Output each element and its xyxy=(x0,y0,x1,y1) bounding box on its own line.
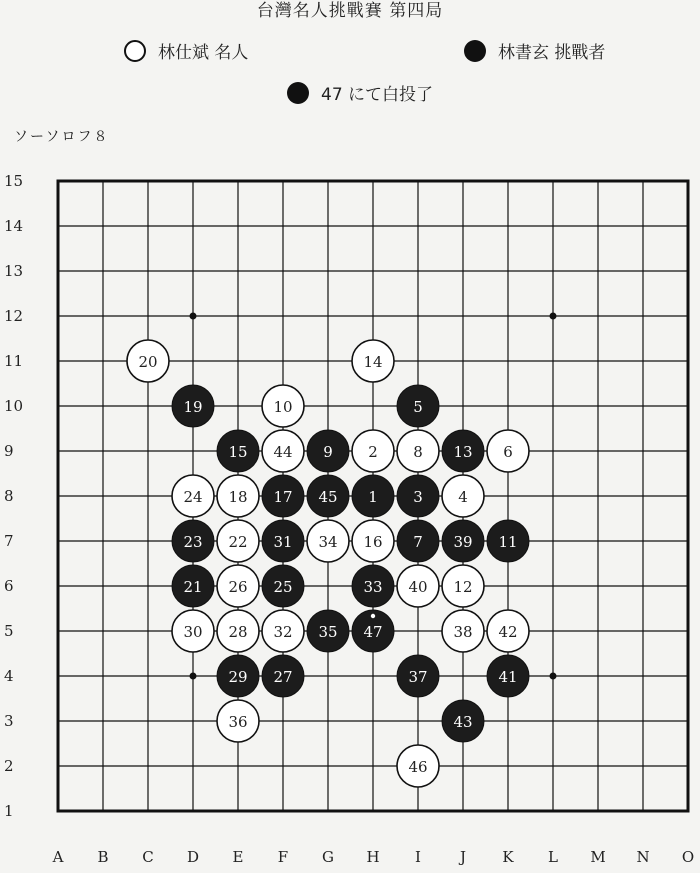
move-number: 15 xyxy=(228,443,248,461)
row-label: 4 xyxy=(4,667,14,685)
move-number: 20 xyxy=(138,353,158,371)
move-number: 47 xyxy=(363,623,383,641)
move-number: 17 xyxy=(273,488,293,506)
move-number: 9 xyxy=(323,443,333,461)
move-number: 5 xyxy=(413,398,423,416)
column-label: M xyxy=(590,848,606,866)
row-label: 8 xyxy=(4,487,14,505)
move-number: 7 xyxy=(413,533,423,551)
move-number: 18 xyxy=(228,488,248,506)
move-number: 44 xyxy=(273,443,293,461)
column-label: O xyxy=(681,848,695,866)
move-number: 35 xyxy=(318,623,338,641)
row-label: 13 xyxy=(4,262,24,280)
row-label: 9 xyxy=(4,442,14,460)
move-number: 45 xyxy=(318,488,338,506)
move-number: 41 xyxy=(498,668,518,686)
move-number: 4 xyxy=(458,488,468,506)
move-number: 28 xyxy=(228,623,248,641)
last-move-marker xyxy=(371,614,375,618)
star-point xyxy=(190,313,197,320)
move-number: 23 xyxy=(183,533,203,551)
move-number: 2 xyxy=(368,443,378,461)
move-number: 25 xyxy=(273,578,293,596)
column-label: G xyxy=(322,848,334,866)
column-label: E xyxy=(232,848,244,866)
move-number: 34 xyxy=(318,533,338,551)
column-label: L xyxy=(548,848,558,866)
move-number: 11 xyxy=(498,533,518,551)
move-number: 31 xyxy=(273,533,293,551)
move-number: 39 xyxy=(453,533,473,551)
column-label: K xyxy=(502,848,514,866)
move-number: 16 xyxy=(363,533,383,551)
row-label: 1 xyxy=(4,802,14,820)
star-point xyxy=(550,313,557,320)
move-number: 3 xyxy=(413,488,423,506)
move-number: 26 xyxy=(228,578,248,596)
column-label: B xyxy=(97,848,109,866)
row-label: 3 xyxy=(4,712,14,730)
board-coordinates xyxy=(4,172,694,866)
move-number: 1 xyxy=(368,488,378,506)
column-label: N xyxy=(636,848,650,866)
move-number: 12 xyxy=(453,578,473,596)
move-number: 13 xyxy=(453,443,473,461)
move-number: 43 xyxy=(453,713,473,731)
move-number: 42 xyxy=(498,623,518,641)
move-number: 14 xyxy=(363,353,383,371)
row-label: 12 xyxy=(4,307,24,325)
row-label: 6 xyxy=(4,577,14,595)
page-title: 台灣名人挑戰賽 第四局 xyxy=(256,1,444,21)
star-point xyxy=(550,673,557,680)
column-label: D xyxy=(186,848,200,866)
move-number: 10 xyxy=(273,398,293,416)
row-label: 11 xyxy=(4,352,24,370)
row-label: 5 xyxy=(4,622,14,640)
row-label: 7 xyxy=(4,532,14,550)
column-label: C xyxy=(142,848,154,866)
star-point xyxy=(190,673,197,680)
move-number: 21 xyxy=(183,578,203,596)
move-number: 36 xyxy=(228,713,248,731)
black-player-name: 林書玄 挑戰者 xyxy=(498,43,606,63)
white-player-name: 林仕斌 名人 xyxy=(158,43,249,63)
move-number: 8 xyxy=(413,443,423,461)
column-label: J xyxy=(459,848,467,866)
column-label: F xyxy=(277,848,289,866)
row-label: 10 xyxy=(4,397,24,415)
move-number: 29 xyxy=(228,668,248,686)
move-number: 32 xyxy=(273,623,293,641)
row-label: 14 xyxy=(4,217,24,235)
column-label: H xyxy=(366,848,380,866)
move-number: 40 xyxy=(408,578,428,596)
column-label: I xyxy=(415,848,421,866)
column-label: A xyxy=(52,848,64,866)
move-number: 46 xyxy=(408,758,428,776)
row-label: 2 xyxy=(4,757,14,775)
result-text: 47 にて白投了 xyxy=(321,85,434,105)
move-number: 37 xyxy=(408,668,428,686)
move-number: 6 xyxy=(503,443,513,461)
move-number: 19 xyxy=(183,398,203,416)
move-number: 30 xyxy=(183,623,203,641)
move-number: 24 xyxy=(183,488,203,506)
opening-name: ソーソロフ８ xyxy=(14,129,110,145)
move-number: 33 xyxy=(363,578,383,596)
move-number: 22 xyxy=(228,533,248,551)
row-label: 15 xyxy=(4,172,24,190)
move-number: 38 xyxy=(453,623,473,641)
move-number: 27 xyxy=(273,668,293,686)
